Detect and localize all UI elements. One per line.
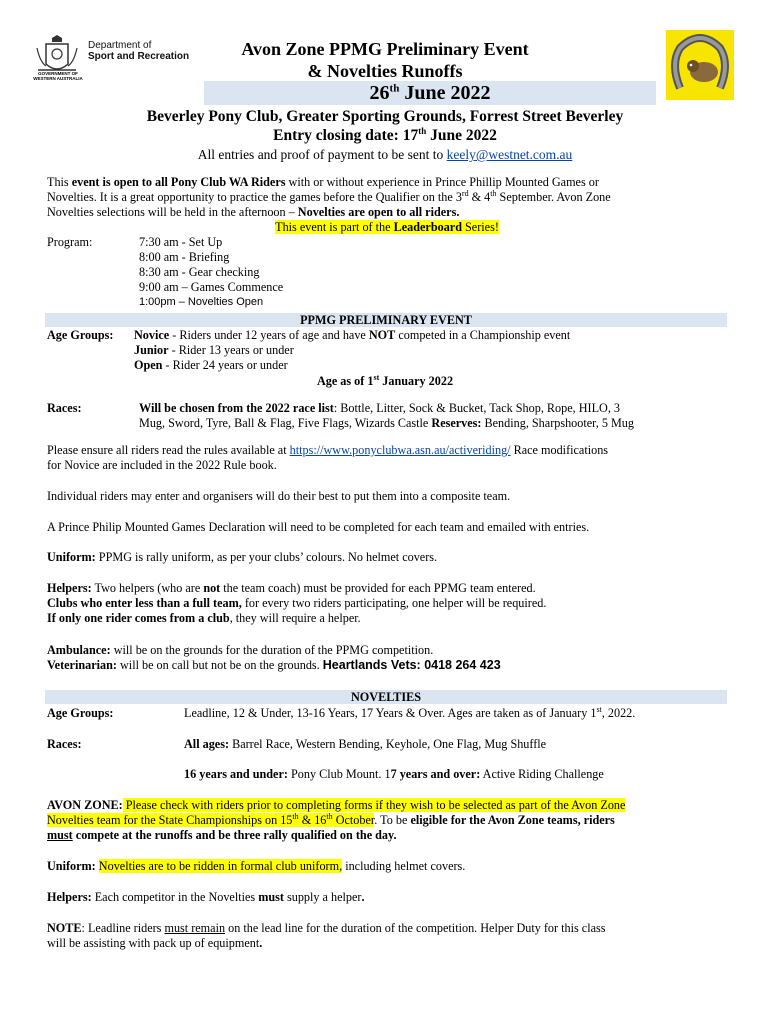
leaderboard-note: This event is part of the Leaderboard Series! xyxy=(275,220,499,234)
program-item: 7:30 am - Set Up xyxy=(139,235,223,249)
ppmg-races: Will be chosen from the 2022 race list: Bottle, Litter, Sock & Bucket, Tack Shop, Rope, HILO, 3 Mug, Sword, Tyre, Ball & Flag, Five Flags, Wizards Castle Reserves: Bending, Sharpshooter, 5 Mug xyxy=(139,401,634,430)
ppmg-age-groups: Novice - Riders under 12 years of age and have NOT competed in a Championship event Junior - Rider 13 years or under Open - Rider 24 years or under xyxy=(134,328,571,372)
ppmg-age-label: Age Groups: xyxy=(47,328,114,342)
avon-zone-paragraph: AVON ZONE: Please check with riders prior to completing forms if they wish to be selected as part of the Avon Zone Novelties team for the State Championships on 15th & 16th October. To be eligible for the Avon Zone teams, riders must compete at the runoffs and be three rally qualified on the day. xyxy=(47,798,626,842)
venue: Beverley Pony Club, Greater Sporting Grounds, Forrest Street Beverley xyxy=(146,108,624,125)
dept-line1: Department of xyxy=(88,40,152,51)
declaration-paragraph: A Prince Philip Mounted Games Declaration will need to be completed for each team and emailed with entries. xyxy=(47,520,590,534)
program-item: 9:00 am – Games Commence xyxy=(139,280,284,294)
uniform-paragraph: Uniform: PPMG is rally uniform, as per your clubs’ colours. No helmet covers. xyxy=(47,550,438,564)
ppmg-races-label: Races: xyxy=(47,401,82,415)
event-title-line1: Avon Zone PPMG Preliminary Event xyxy=(241,39,529,59)
novelties-all-ages: All ages: Barrel Race, Western Bending, Keyhole, One Flag, Mug Shuffle xyxy=(184,737,547,751)
intro-paragraph: This event is open to all Pony Club WA Riders with or without experience in Prince Phillip Mounted Games or Novelties. It is a great opportunity to practice the games before the Qualifier on the 3rd & 4th September. Avon Zone Novelties selections will be held in the afternoon – Novelties are open to all riders. This event is part of the Leaderboard Series! xyxy=(47,175,611,234)
event-date: 26th June 2022 xyxy=(204,81,656,105)
rules-link[interactable]: https://www.ponyclubwa.asn.au/activeriding/ xyxy=(289,443,511,457)
novelties-heading: NOVELTIES xyxy=(45,690,727,704)
email-link[interactable]: keely@westnet.com.au xyxy=(446,147,573,162)
novelties-uniform-paragraph: Uniform: Novelties are to be ridden in formal club uniform, including helmet covers. xyxy=(47,859,466,873)
program-list xyxy=(139,235,283,310)
novelties-age-races: 16 years and under: Pony Club Mount. 17 years and over: Active Riding Challenge xyxy=(184,767,604,781)
program-item: 8:00 am - Briefing xyxy=(139,250,230,264)
dept-line2: Sport and Recreation xyxy=(88,51,190,62)
novelties-age-label: Age Groups: xyxy=(47,706,114,720)
ambulance-vet-paragraph: Ambulance: will be on the grounds for the duration of the PPMG competition. Veterinarian: will be on call but not be on the grounds. Heartlands Vets: 0418 264 423 xyxy=(47,643,501,672)
send-entries: All entries and proof of payment to be sent to keely@westnet.com.au xyxy=(197,147,573,162)
novelties-helpers-paragraph: Helpers: Each competitor in the Novelties must supply a helper. xyxy=(47,890,365,904)
program-label: Program: xyxy=(47,235,93,249)
novelties-races-label: Races: xyxy=(47,737,82,751)
novelties-age-groups: Leadline, 12 & Under, 13-16 Years, 17 Years & Over. Ages are taken as of January 1st, 2022. xyxy=(184,704,636,720)
age-as-of: Age as of 1st January 2022 xyxy=(316,372,454,388)
closing-date: Entry closing date: 17th June 2022 xyxy=(273,125,497,144)
event-title-line2: & Novelties Runoffs xyxy=(307,61,463,81)
individual-paragraph: Individual riders may enter and organisers will do their best to put them into a composite team. xyxy=(47,489,511,503)
program-item: 8:30 am - Gear checking xyxy=(139,265,260,279)
program-item: 1:00pm – Novelties Open xyxy=(139,296,264,308)
gov-label: GOVERNMENT OF WESTERN AUSTRALIA xyxy=(33,71,83,81)
rules-paragraph: Please ensure all riders read the rules available at https://www.ponyclubwa.asn.au/activeriding/ Race modifications for Novice are included in the 2022 Rule book. xyxy=(47,443,609,472)
helpers-paragraph: Helpers: Two helpers (who are not the team coach) must be provided for each PPMG team entered. Clubs who enter less than a full team, for every two riders participating, one helper will be required. If only one rider comes from a club, they will require a helper. xyxy=(47,581,547,625)
ppmg-heading: PPMG PRELIMINARY EVENT xyxy=(45,313,727,327)
note-paragraph: NOTE: Leadline riders must remain on the lead line for the duration of the competition. Helper Duty for this class will be assisting with pack up of equipment. xyxy=(47,921,606,950)
